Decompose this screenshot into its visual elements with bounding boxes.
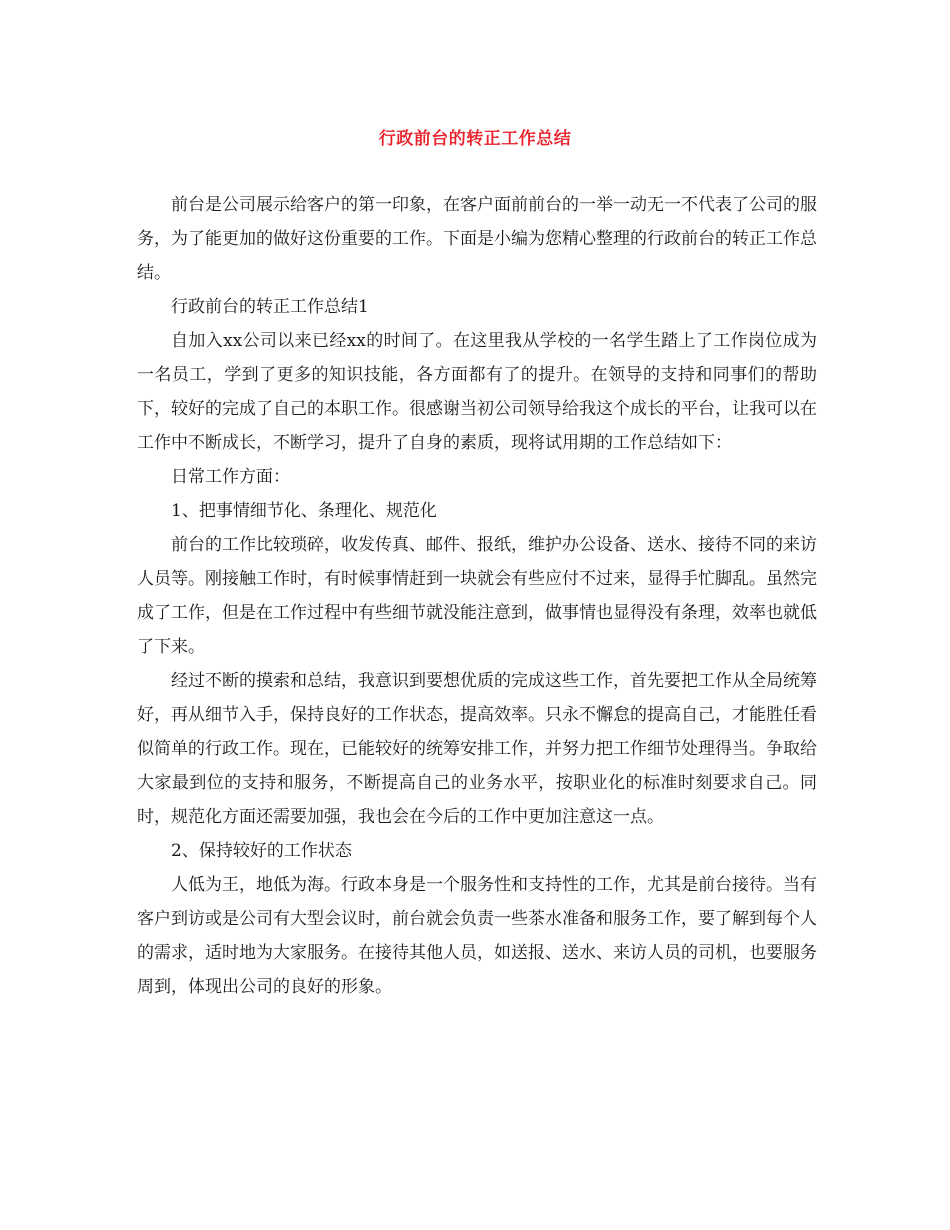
paragraph-reflection: 经过不断的摸索和总结，我意识到要想优质的完成这些工作，首先要把工作从全局统筹好，再从细节入手，保持良好的工作状态，提高效率。只永不懈怠的提高自己，才能胜任看似简单的行政工作。现在，已能较好的统筹安排工作，并努力把工作细节处理得当。争取给大家最到位的支持和服务，不断提高自己的业务水平，按职业化的标准时刻要求自己。同时，规范化方面还需要加强，我也会在今后的工作中更加注意这一点。: [137, 671, 817, 827]
document-title: 行政前台的转正工作总结: [378, 129, 572, 149]
section-heading-1: 行政前台的转正工作总结1: [171, 297, 369, 317]
subheading-point-1: 1、把事情细节化、条理化、规范化: [171, 501, 437, 521]
paragraph-service-attitude: 人低为王，地低为海。行政本身是一个服务性和支持性的工作，尤其是前台接待。当有客户到访或是公司有大型会议时，前台就会负责一些茶水准备和服务工作，要了解到每个人的需求，适时地为大家服务。在接待其他人员，如送报、送水、来访人员的司机，也要服务周到，体现出公司的良好的形象。: [137, 875, 817, 997]
document-body: [137, 188, 817, 1004]
subheading-daily-work: 日常工作方面：: [171, 467, 290, 487]
paragraph-joining: 自加入xx公司以来已经xx的时间了。在这里我从学校的一名学生踏上了工作岗位成为一名员工，学到了更多的知识技能，各方面都有了的提升。在领导的支持和同事们的帮助下，较好的完成了自己的本职工作。很感谢当初公司领导给我这个成长的平台，让我可以在工作中不断成长，不断学习，提升了自身的素质，现将试用期的工作总结如下：: [137, 331, 817, 453]
paragraph-intro: 前台是公司展示给客户的第一印象，在客户面前前台的一举一动无一不代表了公司的服务，为了能更加的做好这份重要的工作。下面是小编为您精心整理的行政前台的转正工作总结。: [137, 195, 817, 283]
paragraph-front-desk-work: 前台的工作比较琐碎，收发传真、邮件、报纸，维护办公设备、送水、接待不同的来访人员等。刚接触工作时，有时候事情赶到一块就会有些应付不过来，显得手忙脚乱。虽然完成了工作，但是在工作过程中有些细节就没能注意到，做事情也显得没有条理，效率也就低了下来。: [137, 535, 817, 657]
subheading-point-2: 2、保持较好的工作状态: [171, 841, 352, 861]
